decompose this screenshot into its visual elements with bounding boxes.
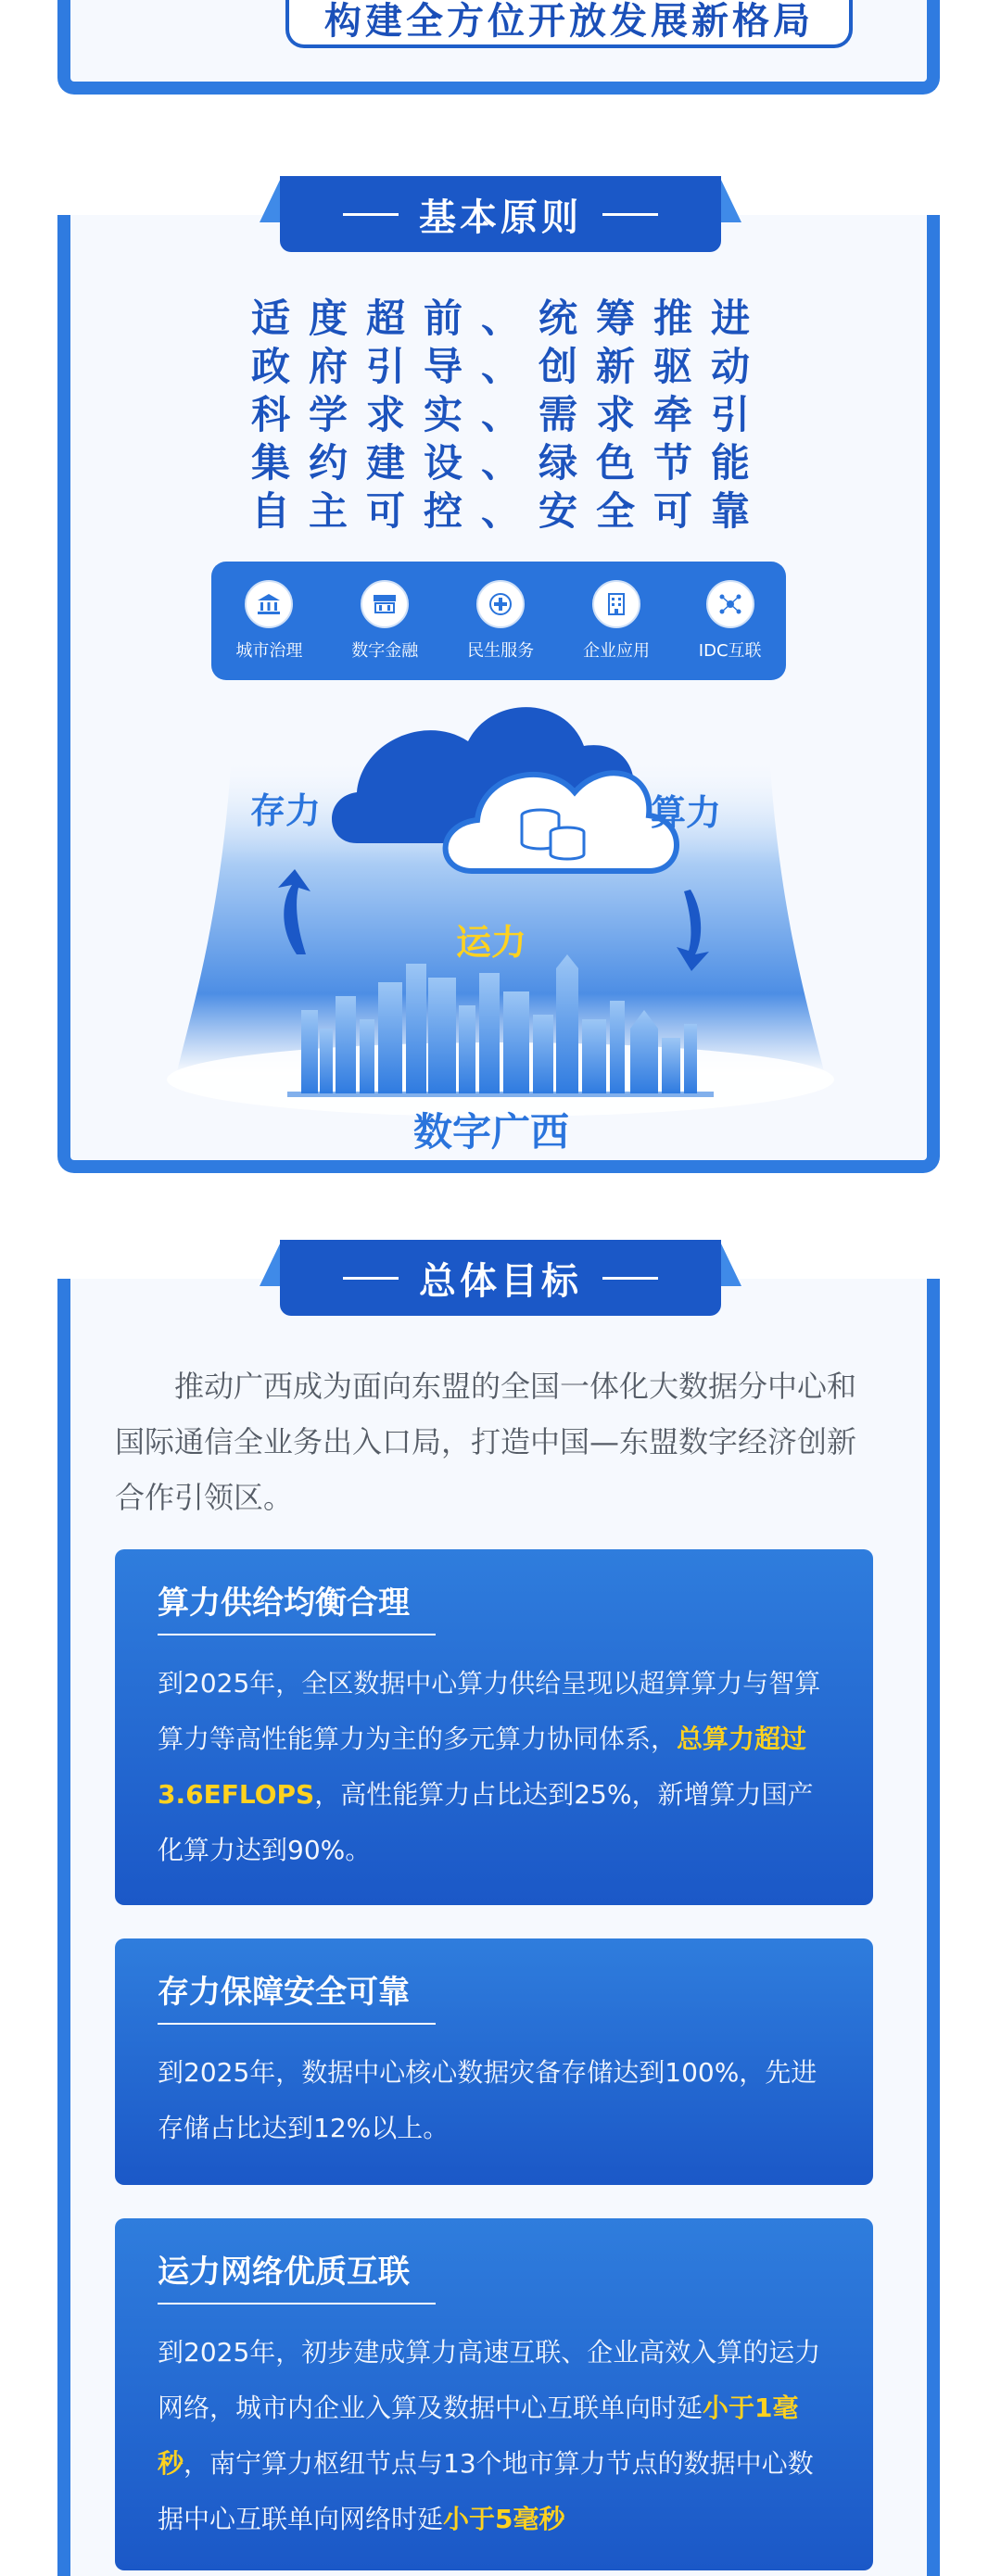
- category-label: 城市治理: [235, 641, 303, 661]
- header-dash-right: [602, 1277, 658, 1280]
- goal-card-title: 运力网络优质互联: [158, 2246, 436, 2305]
- header-dash-left: [343, 1277, 399, 1280]
- goal-text-part: 到2025年，全区数据中心算力供给呈现以超算算力与智算算力等高性能算力为主的多元算力协同体系，: [158, 1668, 821, 1754]
- goals-header: [260, 1240, 741, 1316]
- goals-title: 总体目标: [419, 1259, 582, 1303]
- top-banner: 构建全方位开放发展新格局: [285, 0, 853, 48]
- goals-header-bar: [280, 1240, 721, 1316]
- principle-line: 科学求实、需求牵引: [250, 392, 768, 437]
- category-label: IDC互联: [698, 641, 762, 661]
- principle-line: 集约建设、绿色节能: [250, 440, 768, 486]
- principle-line: 政府引导、创新驱动: [250, 344, 768, 389]
- cloud-city-illustration: [0, 0, 1001, 1168]
- goal-highlight: 小于1毫秒: [158, 2393, 799, 2479]
- principle-line: 适度超前、统筹推进: [250, 296, 768, 341]
- goal-card-network: [115, 2218, 873, 2570]
- city-ground: [287, 1092, 714, 1097]
- goal-text-part: ，高性能算力占比达到25%，新增算力国产化算力达到90%。: [158, 1779, 814, 1865]
- beam-base: [167, 1042, 834, 1117]
- transport-label: 运力: [455, 922, 527, 963]
- goal-card-text: 到2025年，数据中心核心数据灾备存储达到100%，先进存储占比达到12%以上。: [158, 2057, 817, 2143]
- goal-text-part: 到2025年，初步建成算力高速互联、企业高效入算的运力网络，城市内企业入算及数据中心互联单向时延: [158, 2337, 821, 2423]
- goal-card-title: 算力供给均衡合理: [158, 1577, 436, 1635]
- city-label: 数字广西: [412, 1109, 570, 1155]
- goal-card-text: [158, 1656, 830, 1878]
- principle-line: 自主可控、安全可靠: [250, 488, 768, 534]
- goal-card-storage: [115, 1938, 873, 2185]
- storage-label: 存力: [249, 790, 322, 831]
- goal-card-compute: [115, 1549, 873, 1905]
- goal-card-text: [158, 2325, 830, 2547]
- principles-title: 基本原则: [419, 196, 582, 239]
- category-label: 企业应用: [582, 641, 650, 661]
- goal-highlight: 小于5毫秒: [443, 2504, 565, 2534]
- header-wing-right: [719, 1240, 741, 1286]
- compute-label: 算力: [650, 792, 722, 833]
- goal-highlight: 总算力超过3.6EFLOPS: [158, 1724, 807, 1810]
- header-wing-left: [260, 1240, 282, 1286]
- goal-card-title: 存力保障安全可靠: [158, 1966, 436, 2025]
- goal-text-part: ，南宁算力枢纽节点与13个地市算力节点的数据中心数据中心互联单向网络时延: [158, 2448, 814, 2534]
- category-label: 民生服务: [467, 641, 535, 661]
- category-label: 数字金融: [351, 641, 419, 661]
- goals-intro: 推动广西成为面向东盟的全国一体化大数据分中心和国际通信全业务出入口局，打造中国—东盟数字经济创新合作引领区。: [115, 1369, 857, 1515]
